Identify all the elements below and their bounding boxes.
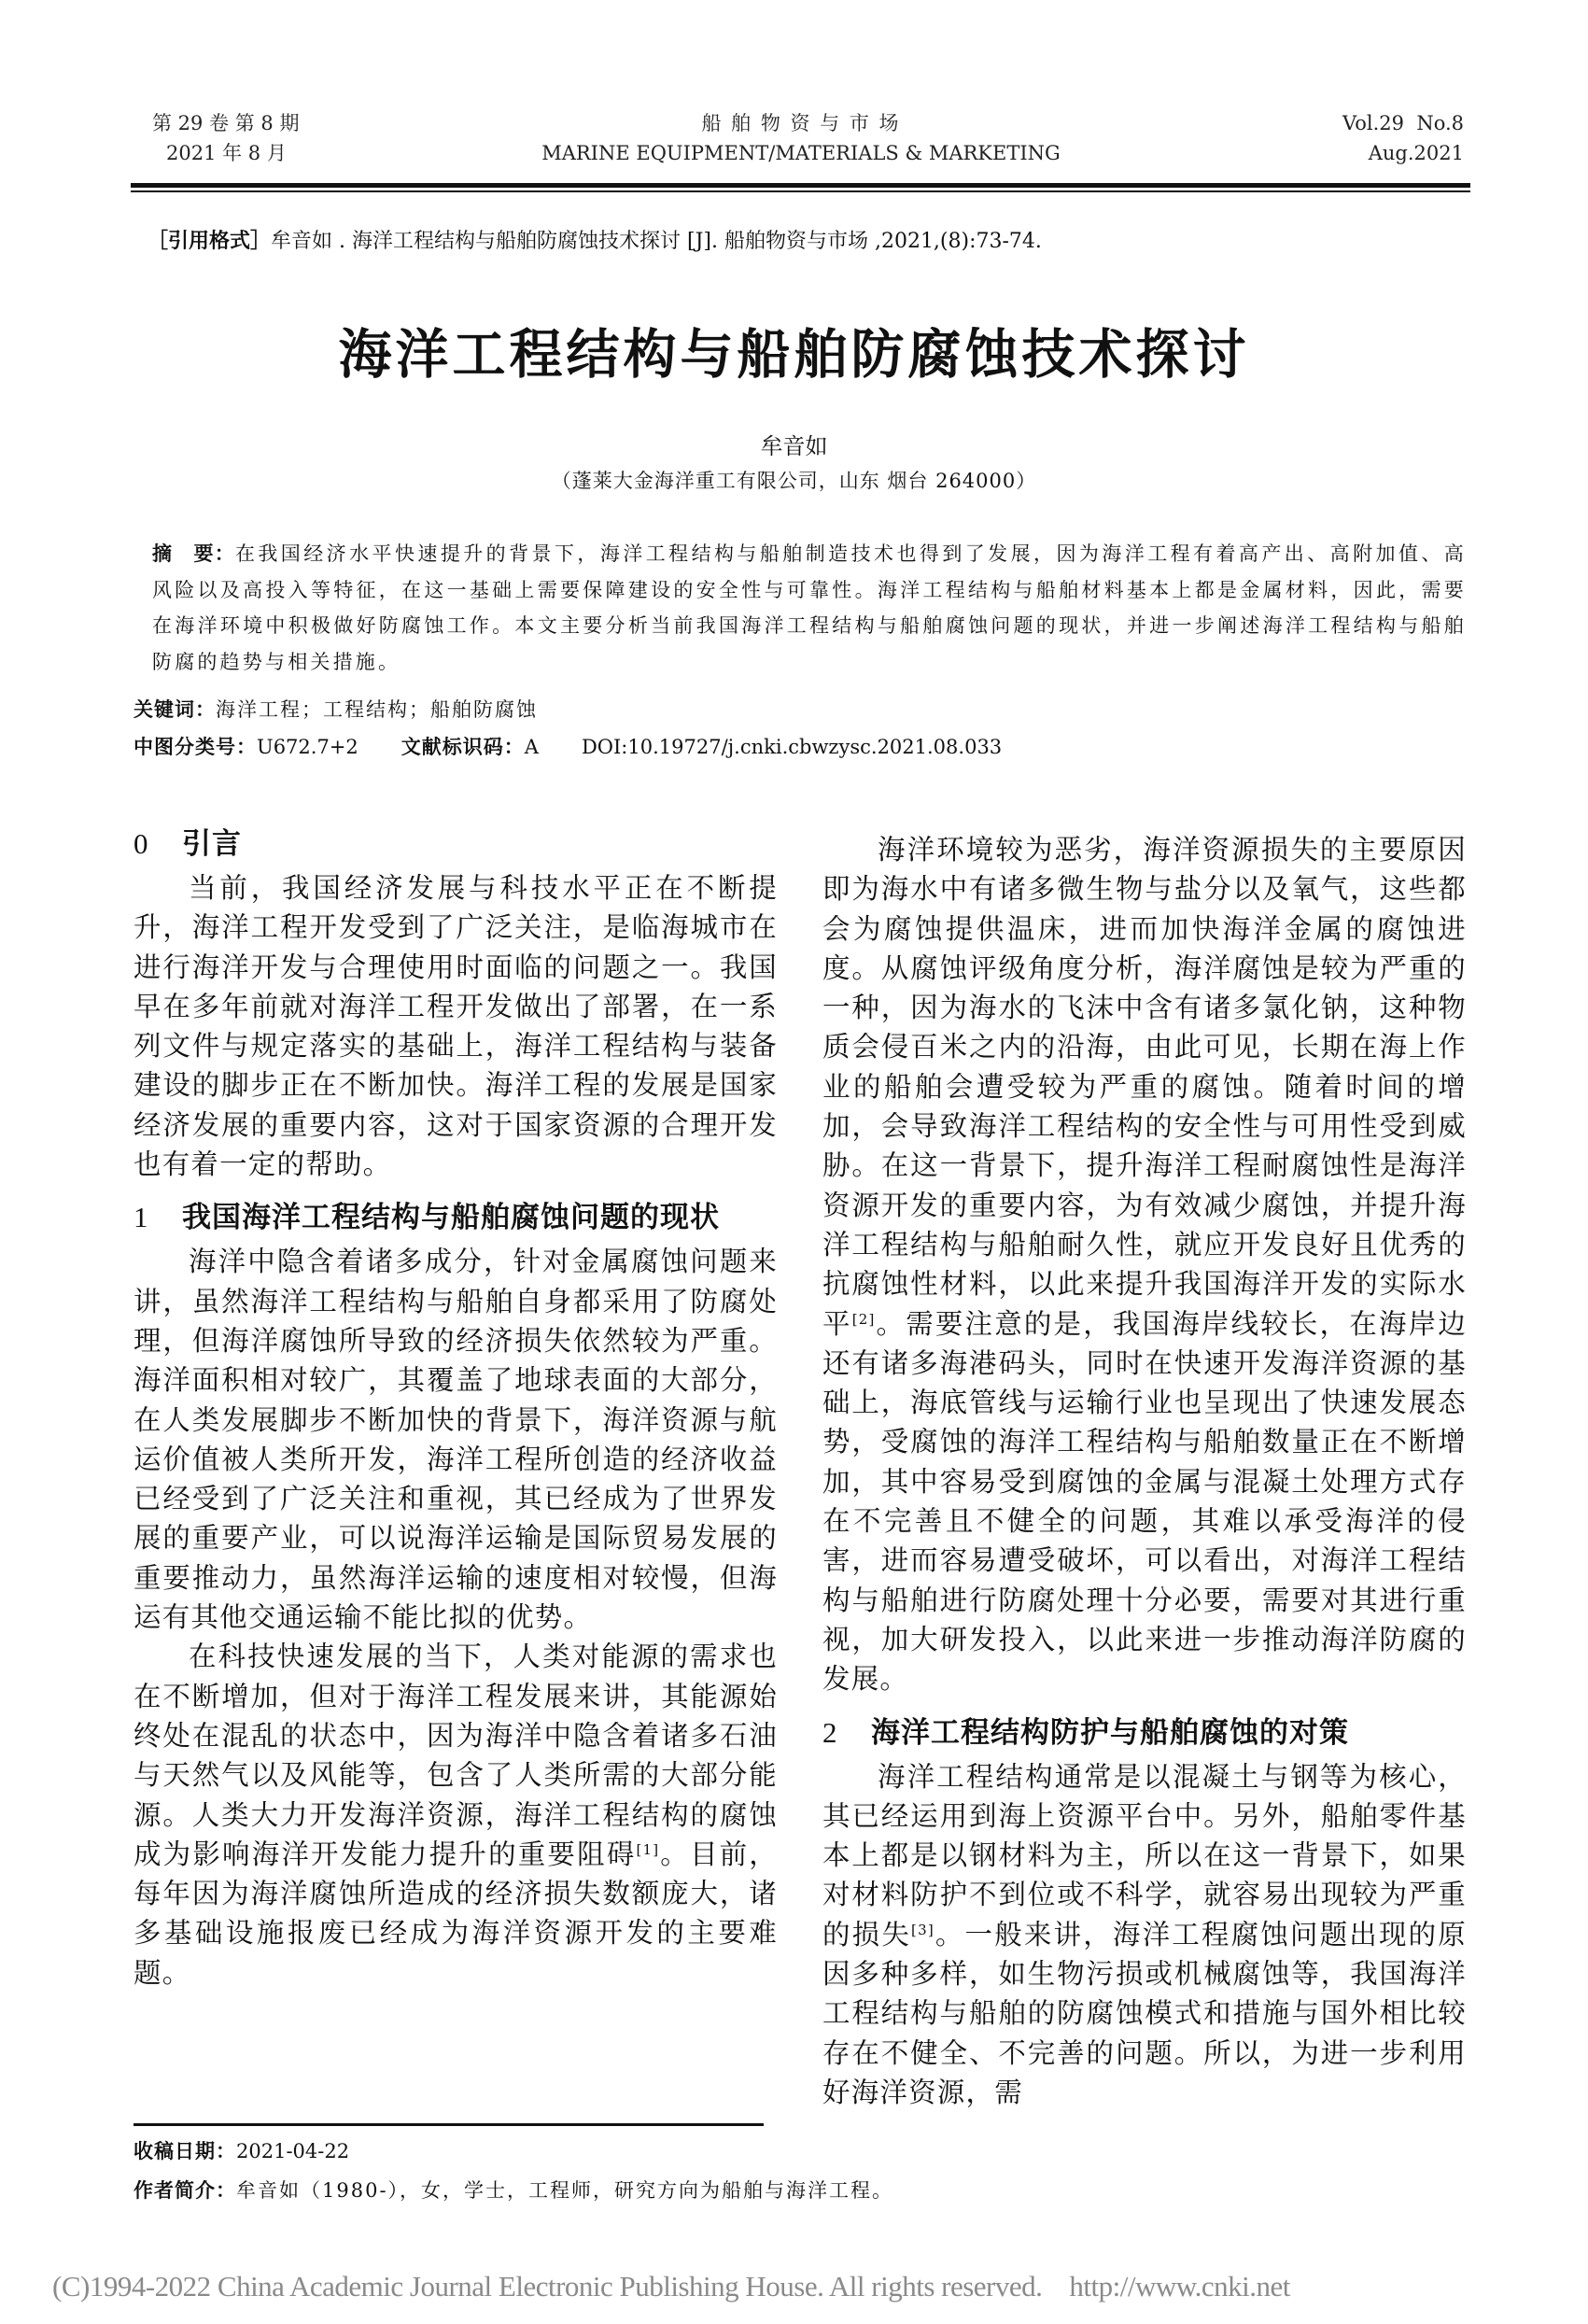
journal-name-en: MARINE EQUIPMENT/MATERIALS & MARKETING	[541, 142, 1061, 164]
author-bio	[134, 2176, 1467, 2204]
keywords-text: 海洋工程；工程结构；船舶防腐蚀	[216, 698, 538, 721]
section-number: 2	[822, 1715, 838, 1749]
citation-label: ［引用格式］	[148, 230, 272, 253]
column-right	[822, 820, 1467, 2112]
keywords	[134, 695, 1467, 725]
volume-en: Vol.29 No.8	[1342, 112, 1464, 134]
paragraph-text: 。目前，每年因为海洋腐蚀所造成的经济损失数额庞大，诸多基础设施报废已经成为海洋资源开发的主要难题。	[134, 1838, 778, 1989]
footnote-rule	[134, 2123, 764, 2126]
section-number: 0	[134, 827, 149, 860]
author-affiliation: （蓬莱大金海洋重工有限公司，山东 烟台 264000）	[551, 470, 1037, 492]
section-title: 海洋工程结构防护与船舶腐蚀的对策	[871, 1715, 1349, 1750]
reference-marker[interactable]: [1]	[636, 1840, 660, 1858]
keywords-label: 关键词：	[134, 698, 216, 721]
reference-marker[interactable]: [2]	[851, 1310, 876, 1328]
copyright-notice: (C)1994-2022 China Academic Journal Electronic Publishing House. All rights reserved. http://www.cnki.net	[52, 2270, 1290, 2303]
header-rule-thin	[131, 190, 1470, 192]
section-title: 我国海洋工程结构与船舶腐蚀问题的现状	[182, 1201, 720, 1235]
paragraph: 当前，我国经济发展与科技水平正在不断提升，海洋工程开发受到了广泛关注，是临海城市在进行海洋开发与合理使用时面临的问题之一。我国早在多年前就对海洋工程开发做出了部署，在一系列文件与规定落实的基础上，海洋工程结构与装备建设的脚步正在不断加快。海洋工程的发展是国家经济发展的重要内容，这对于国家资源的合理开发也有着一定的帮助。	[134, 872, 778, 1181]
clc-value: U672.7+2	[257, 736, 358, 758]
author-name: 牟音如	[760, 433, 828, 459]
article-body	[52, 536, 1468, 2324]
header-issue-cn	[152, 108, 299, 168]
paragraph-text: 。需要注意的是，我国海岸线较长，在海岸边还有诸多海港码头，同时在快速开发海洋资源的基础上，海底管线与运输行业也呈现出了快速发展态势，受腐蚀的海洋工程结构与船舶数量正在不断增加，其中容易受到腐蚀的金属与混凝土处理方式存在不完善且不健全的问题，其难以承受海洋的侵害，进而容易遭受破坏，可以看出，对海洋工程结构与船舶进行防腐处理十分必要，需要对其进行重视，加大研发投入，以此来进一步推动海洋防腐的发展。	[822, 1307, 1467, 1696]
abstract-label: 摘 要：	[152, 542, 235, 565]
received-date	[134, 2137, 1467, 2165]
paragraph: 海洋中隐含着诸多成分，针对金属腐蚀问题来讲，虽然海洋工程结构与船舶自身都采用了防腐处理，但海洋腐蚀所导致的经济损失依然较为严重。海洋面积相对较广，其覆盖了地球表面的大部分，在人类发展脚步不断加快的背景下，海洋资源与航运价值被人类所开发，海洋工程所创造的经济收益已经受到了广泛关注和重视，其已经成为了世界发展的重要产业，可以说海洋运输是国际贸易发展的重要推动力，虽然海洋运输的速度相对较慢，但海运有其他交通运输不能比拟的优势。	[134, 1246, 778, 1634]
received-label: 收稿日期：	[134, 2140, 236, 2163]
received-value: 2021-04-22	[236, 2140, 350, 2163]
doc-code-value: A	[524, 736, 539, 758]
section-title: 引言	[182, 827, 242, 861]
date-cn: 2021 年 8 月	[166, 142, 287, 164]
paragraph	[822, 830, 1467, 1699]
bio-label: 作者简介：	[134, 2179, 236, 2203]
paragraph	[134, 1637, 778, 1993]
classification-line	[134, 732, 1467, 762]
section-number: 1	[134, 1201, 149, 1234]
paragraph-text: 在科技快速发展的当下，人类对能源的需求也在不断增加，但对于海洋工程发展来讲，其能源始终处在混乱的状态中，因为海洋中隐含着诸多石油与天然气以及风能等，包含了人类所需的大部分能源。人类大力开发海洋资源，海洋工程结构的腐蚀成为影响海洋开发能力提升的重要阻碍	[134, 1641, 778, 1870]
header-journal	[420, 108, 1182, 168]
abstract	[152, 536, 1467, 680]
volume-cn: 第 29 卷 第 8 期	[152, 112, 300, 134]
bio-value: 牟音如（1980-），女，学士，工程师，研究方向为船舶与海洋工程。	[236, 2179, 894, 2203]
paragraph-text: 海洋环境较为恶劣，海洋资源损失的主要原因即为海水中有诸多微生物与盐分以及氧气，这些都会为腐蚀提供温床，进而加快海洋金属的腐蚀进度。从腐蚀评级角度分析，海洋腐蚀是较为严重的一种，因为海水的飞沫中含有诸多氯化钠，这种物质会侵百米之内的沿海，由此可见，长期在海上作业的船舶会遭受较为严重的腐蚀。随着时间的增加，会导致海洋工程结构的安全性与可用性受到威胁。在这一背景下，提升海洋工程耐腐蚀性是海洋资源开发的重要内容，为有效减少腐蚀，并提升海洋工程结构与船舶耐久性，就应开发良好且优秀的抗腐蚀性材料，以此来提升我国海洋开发的实际水平	[822, 834, 1467, 1340]
journal-name-cn: 船 舶 物 资 与 市 场	[701, 112, 901, 134]
two-column-body	[134, 820, 1467, 2112]
paragraph-text: 。一般来讲，海洋工程腐蚀问题出现的原因多种多样，如生物污损或机械腐蚀等，我国海洋工程结构与船舶的防腐蚀模式和措施与国外相比较存在不健全、不完善的问题。所以，为进一步利用好海洋资源，需	[822, 1918, 1467, 2108]
paragraph-text: 海洋工程结构通常是以混凝土与钢等为核心，其已经运用到海上资源平台中。另外，船舶零件基本上都是以钢材料为主，所以在这一背景下，如果对材料防护不到位或不科学，就容易出现较为严重的损失	[822, 1760, 1467, 1951]
abstract-text: 在我国经济水平快速提升的背景下，海洋工程结构与船舶制造技术也得到了发展，因为海洋工程有着高产出、高附加值、高风险以及高投入等特征，在这一基础上需要保障建设的安全性与可靠性。海洋工程结构与船舶材料基本上都是金属材料，因此，需要在海洋环境中积极做好防腐蚀工作。本文主要分析当前我国海洋工程结构与船舶腐蚀问题的现状，并进一步阐述海洋工程结构与船舶防腐的趋势与相关措施。	[152, 542, 1468, 673]
header-rule-thick	[131, 183, 1470, 188]
paragraph	[822, 1757, 1467, 2113]
doc-code-label: 文献标识码：	[401, 736, 525, 758]
section-heading	[134, 1193, 778, 1242]
section-heading	[134, 820, 778, 868]
paper-title: 海洋工程结构与船舶防腐蚀技术探讨	[338, 324, 1250, 386]
clc-label: 中图分类号：	[134, 736, 257, 758]
header-issue-en	[1342, 108, 1464, 168]
date-en: Aug.2021	[1368, 142, 1464, 164]
citation-text: 牟音如 . 海洋工程结构与船舶防腐蚀技术探讨 [J]. 船舶物资与市场 ,2021,(8):73-74.	[271, 230, 1042, 253]
reference-marker[interactable]: [3]	[911, 1921, 935, 1938]
citation-format	[148, 228, 1042, 256]
section-heading	[822, 1709, 1467, 1757]
doi: DOI:10.19727/j.cnki.cbwzysc.2021.08.033	[581, 736, 1003, 758]
column-left	[134, 820, 778, 1993]
